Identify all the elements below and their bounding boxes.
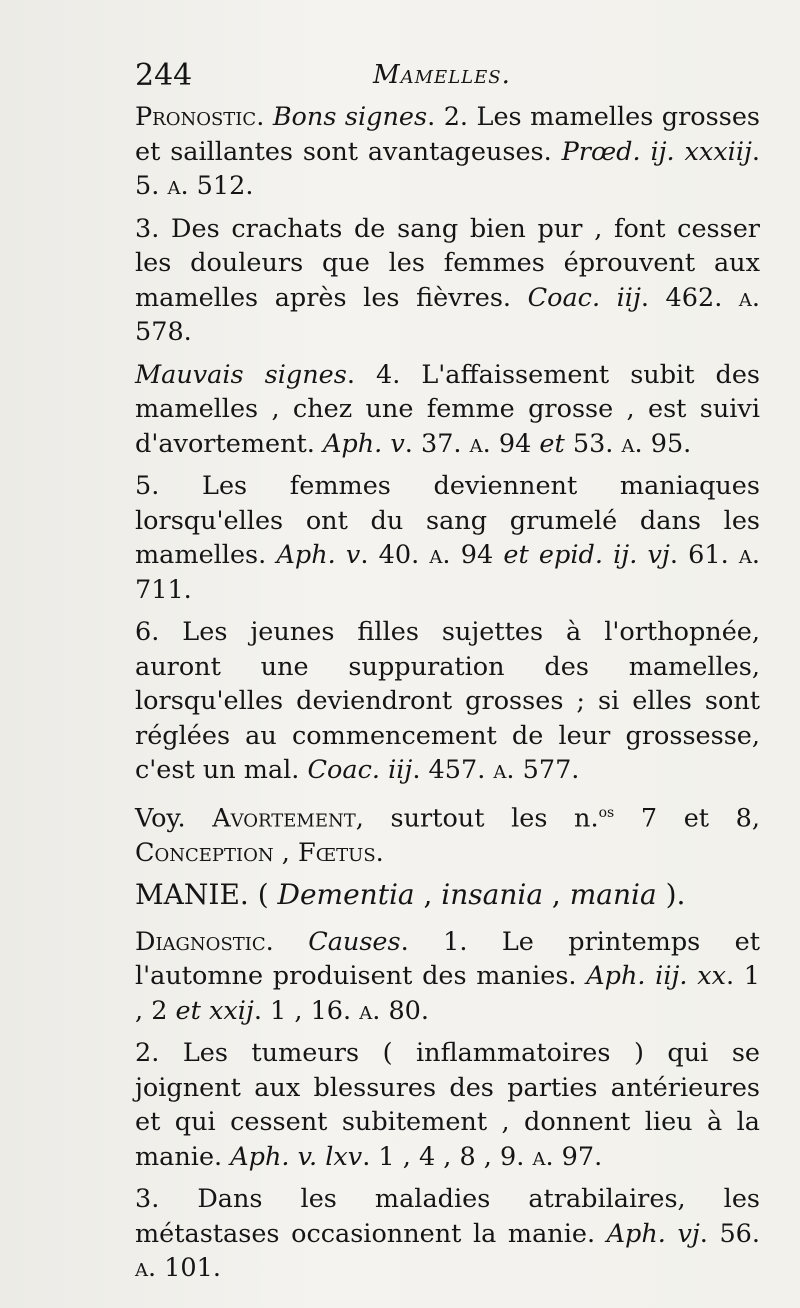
text-run: et (539, 428, 565, 459)
text-run: Fœtus (298, 837, 376, 868)
text-run: Aph. v (276, 540, 361, 570)
text-run: Conception (135, 837, 274, 868)
text-run: a (469, 428, 483, 459)
text-run: Avortement (212, 803, 356, 833)
text-run: Mauvais signes (135, 359, 347, 390)
text-run: Dementia (277, 878, 415, 911)
text-run: ). (656, 878, 686, 911)
text-run: MANIE. ( (135, 878, 278, 911)
text-run: a (532, 1141, 546, 1172)
text-run: . 512. (180, 171, 254, 201)
entry-heading (135, 878, 760, 913)
text-run: 53. (564, 428, 622, 459)
text-run: Coac. iij (527, 282, 641, 313)
text-run: . (265, 926, 309, 957)
text-run: et xxij (175, 995, 254, 1026)
text-run: . 578. (135, 282, 760, 347)
text-run: a (359, 995, 373, 1026)
text-run: Bons signes (272, 102, 428, 132)
text-run: . (375, 837, 384, 868)
text-run: 7 et 8, (614, 803, 760, 833)
paragraph (135, 925, 760, 1029)
text-run: . 711. (135, 540, 761, 605)
text-run: insania (441, 878, 544, 911)
text-run: . 5. (135, 136, 760, 201)
text-run: . 56. (699, 1218, 761, 1249)
text-run: . 1 , 16. (253, 995, 360, 1026)
text-run: os (598, 804, 615, 821)
text-run: Causes (308, 926, 401, 957)
text-run: Diagnostic (135, 926, 266, 957)
paragraph (135, 358, 760, 462)
text-run: . 4. L'affaissement subit des mamelles , chez une femme grosse , est suivi d'avortement. (135, 359, 761, 459)
text-run: . 95. (634, 428, 692, 459)
text-run: Aph. v. lxv (230, 1141, 363, 1172)
running-title: Mamelles. (373, 60, 511, 90)
text-run: a (493, 755, 507, 785)
text-run: , surtout les n. (355, 803, 599, 833)
text-run: . 457. (412, 755, 494, 785)
text-run: . 2. Les mamelles grosses et saillantes sont avantageuses. (135, 102, 761, 167)
text-run: . 101. (148, 1253, 221, 1283)
text-run: Prœd. ij. xxxiij (561, 136, 752, 167)
text-run: . 94 (482, 428, 540, 459)
body-text (135, 100, 760, 1294)
text-run: a (429, 540, 443, 570)
text-run: a (621, 428, 635, 459)
text-run: 2. Les tumeurs ( inflammatoires ) qui se joignent aux blessures des parties antérieures et qui cessent subitement , donnent lieu à la manie. (135, 1038, 760, 1172)
text-run: , (414, 878, 442, 911)
text-run: , (273, 837, 298, 868)
text-run: a (738, 540, 752, 570)
text-run: a (738, 282, 752, 313)
text-run: . 37. (404, 428, 470, 459)
text-run: . 462. (640, 282, 739, 313)
text-run: 5. Les femmes deviennent maniaques lorsqu'elles ont du sang grumelé dans les mamelles. (135, 471, 760, 570)
page-number: 244 (135, 58, 193, 93)
text-run: . (256, 102, 273, 132)
paragraph (135, 212, 760, 350)
text-run: et epid. ij. vj (503, 540, 670, 570)
paragraph (135, 1036, 760, 1174)
text-run: . 577. (506, 755, 580, 785)
text-run: . 97. (545, 1141, 603, 1172)
paragraph (135, 1182, 760, 1286)
text-run: . 61. (669, 540, 739, 570)
paragraph (135, 469, 760, 607)
text-run: . 1 , 4 , 8 , 9. (362, 1141, 533, 1172)
text-run: Aph. iij. xx (586, 961, 726, 991)
text-run: . 94 (442, 540, 504, 570)
text-run: 6. Les jeunes filles sujettes à l'orthopnée, auront une suppuration des mamelles, lorsqu'elles deviendront grosses ; si elles sont réglées au commencement de leur grossesse, c'est un mal. (135, 617, 760, 785)
paragraph (135, 796, 760, 871)
paragraph (135, 100, 760, 204)
text-run: , (543, 878, 570, 911)
text-run: Aph. v (322, 428, 405, 459)
page-header (135, 58, 775, 98)
text-run: 3. Dans les maladies atrabilaires, les métastases occasionnent la manie. (135, 1184, 760, 1249)
text-run: Aph. vj (606, 1218, 700, 1249)
text-run: . 40. (360, 540, 430, 570)
text-run: Pronostic (135, 102, 257, 132)
text-run: . 80. (372, 995, 430, 1026)
text-run: Voy. (135, 803, 213, 833)
text-run: . 1. Le printemps et l'automne produisent des manies. (135, 926, 760, 991)
text-run: a (167, 171, 181, 201)
text-run: 3. Des crachats de sang bien pur , font cesser les douleurs que les femmes éprouvent aux mamelles après les fièvres. (135, 213, 760, 313)
text-run: Coac. iij (307, 755, 413, 785)
text-run: mania (569, 878, 657, 911)
paragraph (135, 615, 760, 788)
text-run: a (135, 1253, 148, 1283)
text-run: . 1 , 2 (135, 961, 760, 1026)
